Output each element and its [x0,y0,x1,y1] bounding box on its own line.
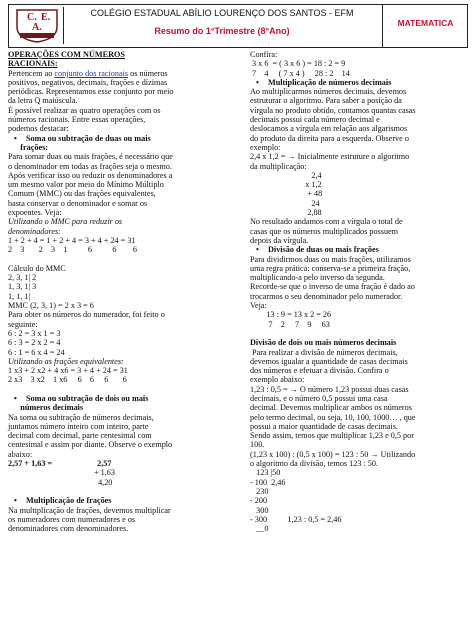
line-text: Sendo assim, temos que multiplicar 1,23 e 0,5 por [250,431,414,441]
line-text: os numeradores com numeradores e os [8,514,136,524]
line-text: positivos, negativos, decimais, frações e dízimas [8,77,168,87]
line-text: decimais possui cada número decimal e [250,115,380,125]
left-text-line [8,227,244,236]
right-text-line [250,450,468,459]
line-text: decimal com decimal, parte centesimal com [8,431,152,441]
line-text: Após verificar isso ou reduzir os denominadores a [8,170,173,180]
left-text-line [8,348,244,357]
line-text: + 1,63 [8,468,115,478]
line-text: 3 x 6 = ( 3 x 6 ) = 18 : 2 = 9 [250,59,346,69]
right-text-line [250,496,468,505]
left-text-line [8,273,244,282]
line-text: 1 + 2 + 4 = 1 + 2 + 4 = 3 + 4 + 24 = 31 [8,235,136,245]
line-text: Para realizar a divisão de números decimais, [250,347,398,357]
left-text-line [8,96,244,105]
right-text-line [250,292,468,301]
left-text-line [8,152,244,161]
svg-text:C.: C. [27,12,37,23]
line-text: números racionais. Entre essas operações, [8,115,146,125]
right-text-line [250,273,468,282]
right-text-line [250,264,468,273]
right-text-line [250,180,468,189]
left-text-line [8,301,244,310]
left-text-line [8,515,244,524]
line-text: 4,20 [8,477,113,487]
line-text: 13 : 9 = 13 x 2 = 26 [250,310,332,320]
left-text-line [8,413,244,422]
left-text-line [8,78,244,87]
right-text-line [250,106,468,115]
left-text-line [8,217,244,226]
line-text: Utilizando as frações equivalentes: [8,356,124,366]
line-text: __0 [250,524,269,534]
line-text: Recorde-se que o inverso de uma fração é dado ao [250,282,415,292]
line-text: 2, 3, 1| 2 [8,273,37,283]
line-text: Soma ou subtração de duas ou mais [26,133,151,143]
line-text: Multiplicação de frações [26,496,112,506]
line-text: Cálculo do MMC [8,263,66,273]
left-text-line [8,124,244,133]
left-text-line [8,245,244,254]
right-text-line [250,124,468,133]
line-text: depois da vírgula. [250,235,309,245]
line-text: + 48 [250,189,323,199]
line-text: 7 2 7 9 63 [250,319,330,329]
right-text-line [250,366,468,375]
left-text-line [8,115,244,124]
right-text-line [250,478,468,487]
left-text-line [8,329,244,338]
line-text: dos números e efetuar a divisão. Confira o [250,366,389,376]
left-text-line [8,487,244,496]
left-text-line [8,506,244,515]
left-text-line [8,440,244,449]
right-text-line [250,199,468,208]
line-text: juntamos número inteiro com inteiro, parte [8,421,149,431]
line-text: denominadores com denominadores. [8,524,129,534]
left-text-line [8,468,244,477]
right-text-line [250,59,468,68]
document-subtitle: Resumo do 1°Trimestre (8°Ano) [154,26,290,36]
line-text: 300 [250,505,269,515]
right-text-line [250,487,468,496]
left-text-line [8,87,244,96]
line-text: exemplo abaixo: [250,375,305,385]
school-logo [11,7,64,44]
right-text-line [250,329,468,338]
right-text-line [250,468,468,477]
line-text: 7 4 ( 7 x 4 ) 28 : 2 14 [250,68,350,78]
left-text-line [8,459,244,468]
right-text-line [250,134,468,143]
line-text: 100. [250,440,265,450]
line-text: MMC (2, 3, 1) = 2 x 3 = 6 [8,301,94,311]
right-text-line [250,338,468,347]
line-text: (1,23 x 100) : (0,5 x 100) = 123 : 50 → Utilizando [250,449,416,459]
left-text-line [8,496,244,505]
right-text-line [250,78,468,87]
right-text-line [250,162,468,171]
line-text: Ao multiplicarmos números decimais, devemos [250,87,407,97]
left-text-line [8,450,244,459]
right-text-line [250,152,468,161]
right-text-line [250,143,468,152]
line-text: seguinte: [8,319,38,329]
right-text-line [250,282,468,291]
line-text: 24 [250,198,320,208]
line-text: 6 : 2 = 3 x 1 = 3 [8,328,61,338]
line-text: 1 x3 + 2 x2 + 4 x6 = 3 + 4 + 24 = 31 [8,366,128,376]
line-text: casas que os números multiplicados possuem [250,226,399,236]
right-text-line [250,459,468,468]
line-text: Na soma ou subtração de números decimais, [8,412,154,422]
line-text: OPERAÇÕES COM NÚMEROS [8,50,125,59]
left-text-line [8,134,244,143]
right-text-line [250,310,468,319]
line-text: os números [128,68,168,78]
page-header [8,4,468,48]
right-text-line [250,394,468,403]
line-text: da letra Q maiúscula. [8,96,78,106]
right-text-line [250,515,468,524]
line-text: 2 x3 3 x2 1 x6 6 6 6 6 [8,375,127,385]
line-text: 1,23 : 0,5 = → O número 1,23 possui duas casas [250,384,409,394]
left-text-line [8,208,244,217]
left-text-line [8,59,244,68]
right-text-line [250,440,468,449]
school-name: COLÉGIO ESTADUAL ABÍLIO LOURENÇO DOS SANTOS - EFM [90,8,354,18]
line-text: Para dividirmos duas ou mais frações, utilizamos [250,254,411,264]
left-text-line [8,171,244,180]
line-text: números decimais [8,403,84,413]
line-text: RACIONAIS: [8,59,58,69]
line-text: frações: [8,142,49,152]
line-text: trocarmos o seu denominador pelo numerador. [250,291,403,301]
line-text: podemos destacar: [8,124,69,134]
subject-label: MATEMATICA [397,18,454,28]
line-text: vírgula no produto obtido, contamos quantas casas [250,105,416,115]
line-text: Comum (MMC) ou das frações equivalentes, [8,189,156,199]
line-text: Pertencem ao [8,68,55,78]
right-text-line [250,87,468,96]
right-text-line [250,96,468,105]
right-text-line [250,320,468,329]
line-text: abaixo: [8,449,33,459]
line-text: Na multiplicação de frações, devemos multiplicar [8,505,171,515]
line-text: Utilizando o MMC para reduzir os [8,217,123,227]
right-text-line [250,524,468,533]
right-text-line [250,171,468,180]
left-text-line [8,292,244,301]
line-text: Divisão de duas ou mais frações [268,245,379,255]
line-text: devemos igualar a quantidade de casas decimais [250,356,408,366]
left-text-line [8,375,244,384]
line-text: 6 : 1 = 6 x 4 = 24 [8,347,65,357]
right-text-line [250,375,468,384]
line-text: 230 [250,486,269,496]
line-text: do produto da direita para a esquerda. Observe o [250,133,409,143]
hyperlink[interactable]: conjunto dos racionais [54,68,129,78]
right-text-line [250,208,468,217]
line-text: Multiplicação de números decimais [268,77,392,87]
left-text-line [8,143,244,152]
left-text-line [8,189,244,198]
line-text: estruturar o algoritmo. Para saber a posição da [250,96,402,106]
left-text-line [8,422,244,431]
left-text-line [8,310,244,319]
right-text-line [250,69,468,78]
line-text: - 100 2,46 [250,477,286,487]
right-text-line [250,236,468,245]
svg-text:A.: A. [32,22,42,33]
left-text-line [8,255,244,264]
line-text: 1, 3, 1| 3 [8,282,37,292]
line-text: Confira: [250,50,278,59]
left-text-line [8,478,244,487]
right-text-line [250,227,468,236]
subject-box [382,5,468,47]
line-text: - 200 [250,496,268,506]
right-text-line [250,413,468,422]
right-text-line [250,50,468,59]
right-text-line [250,301,468,310]
line-text: o denominador em todas as frações seja o mesmo. [8,161,172,171]
line-text: periódicas. Representamos esse conjunto por meio [8,87,174,97]
line-text: 2,4 x 1,2 = → Inicialmente estruture o algoritmo [250,152,410,162]
line-text: o algoritmo da divisão, temos 123 : 50. [250,459,379,469]
line-text: decimais, e o número 0,5 possui uma casa [250,393,388,403]
right-text-line [250,357,468,366]
left-text-line [8,199,244,208]
line-text: multiplicando-a pelo inverso da segunda. [250,273,385,283]
line-text: pelo termo decimal, ou seja, 10, 100, 1000… , que [250,412,416,422]
right-text-line [250,385,468,394]
left-text-line [8,357,244,366]
right-text-line [250,431,468,440]
right-text-line [250,115,468,124]
left-text-line [8,431,244,440]
line-text: basta conservar o denominador e somar os [8,198,148,208]
line-text: 2,57 + 1,63 = 2,57 [8,459,112,469]
line-text: Para somar duas ou mais frações, é necessário que [8,152,173,162]
line-text: expoentes. Veja: [8,208,62,218]
line-text: É possível realizar as quatro operações com os [8,105,161,115]
line-text: 1, 1, 1| [8,291,31,301]
line-text: denominadores: [8,226,61,236]
left-text-line [8,366,244,375]
left-text-line [8,394,244,403]
line-text: um mesmo valor por meio do Mínimo Múltiplo [8,180,164,190]
line-text: Para obter os números do numerador, foi feito o [8,310,165,320]
left-text-line [8,338,244,347]
right-text-line [250,255,468,264]
right-text-line [250,422,468,431]
right-text-line [250,189,468,198]
left-column [8,50,244,533]
line-text: da multiplicação: [250,161,307,171]
line-text: uma regra prática: conserva-se a primeira fração, [250,263,411,273]
line-text: deslocamos a vírgula em relação aos algarismos [250,124,408,134]
left-text-line [8,385,244,394]
line-text: No resultado andamos com a vírgula o total de [250,217,403,227]
line-text: centesimal e assim por diante. Observe o exemplo [8,440,173,450]
left-text-line [8,162,244,171]
line-text: - 300 1,23 : 0,5 = 2,46 [250,514,342,524]
line-text: Divisão de dois ou mais números decimais [250,338,397,348]
line-text: exemplo: [250,142,281,152]
line-text: possui a maior quantidade de casas decimais. [250,421,399,431]
left-text-line [8,264,244,273]
line-text: decimal. Devemos multiplicar ambos os números [250,403,412,413]
line-text: 2,88 [250,208,322,218]
left-text-line [8,320,244,329]
left-text-line [8,282,244,291]
right-text-line [250,506,468,515]
line-text: 6 : 3 = 2 x 2 = 4 [8,338,61,348]
line-text: 123 |50 [250,468,281,478]
left-text-line [8,50,244,59]
left-text-line [8,236,244,245]
left-text-line [8,69,244,78]
line-text: Soma ou subtração de dois ou mais [26,393,149,403]
school-crest-icon [11,7,63,44]
line-text: 2,4 [250,170,322,180]
right-column [250,50,468,533]
line-text: x 1,2 [250,180,322,190]
left-text-line [8,180,244,189]
svg-text:E.: E. [41,12,51,23]
left-text-line [8,106,244,115]
left-text-line [8,403,244,412]
line-text: 2 3 2 3 1 6 6 6 [8,245,137,255]
right-text-line [250,403,468,412]
left-text-line [8,524,244,533]
right-text-line [250,217,468,226]
right-text-line [250,348,468,357]
right-text-line [250,245,468,254]
line-text: Veja: [250,301,267,311]
